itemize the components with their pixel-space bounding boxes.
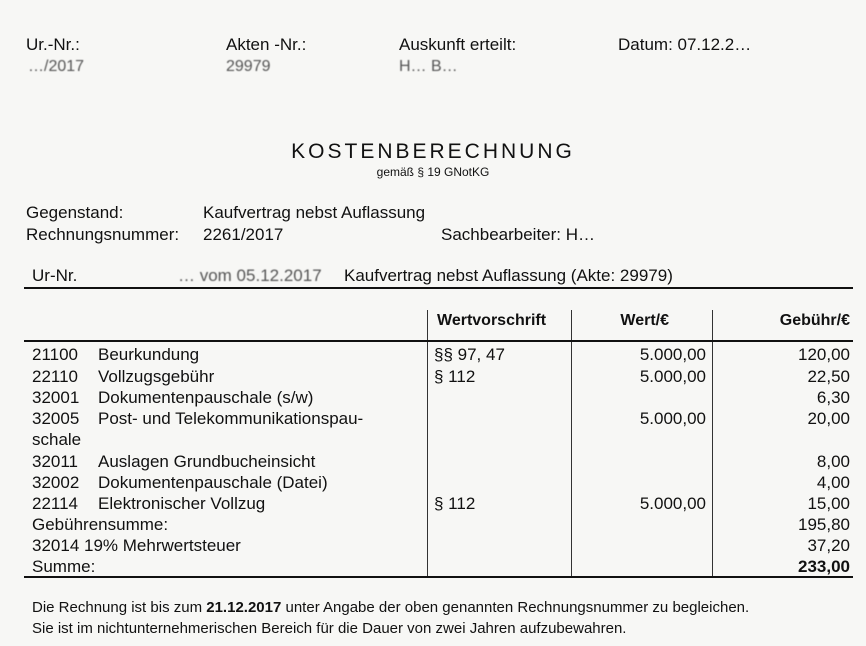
row-code: 22110 [32, 367, 79, 386]
payment-note-line-2: Sie ist im nichtunternehmerischen Bereich für die Dauer von zwei Jahren aufzubewahren. [32, 620, 627, 637]
row-rule: §§ 97, 47 [434, 345, 505, 364]
ur-nr-label: Ur.-Nr.: [26, 35, 80, 54]
ur-line-date: … vom 05.12.2017 [178, 266, 322, 285]
document-subtitle: gemäß § 19 GNotKG [376, 165, 490, 179]
row-value: 5.000,00 [639, 409, 706, 428]
row-code: 32005 [32, 409, 80, 428]
row-value: 5.000,00 [639, 367, 706, 386]
gegenstand-label: Gegenstand: [26, 203, 124, 222]
row-fee: 22,50 [807, 367, 850, 386]
column-divider-2 [571, 310, 572, 576]
mwst-label: 32014 19% Mehrwertsteuer [32, 536, 241, 555]
payment-note-pre: Die Rechnung ist bis zum [32, 599, 203, 616]
row-desc: Dokumentenpauschale (Datei) [98, 473, 328, 492]
ur-line-divider [24, 287, 853, 289]
row-fee: 8,00 [816, 452, 850, 471]
summe-label: Summe: [32, 557, 96, 576]
akten-nr-label: Akten -Nr.: [226, 35, 307, 54]
column-divider-1 [427, 310, 428, 576]
document-title: KOSTENBERECHNUNG [291, 140, 575, 163]
mwst-value: 37,20 [807, 536, 850, 555]
row-code: 32002 [32, 473, 80, 492]
rechnungsnummer-label: Rechnungsnummer: [26, 225, 180, 244]
row-code: 32001 [32, 388, 80, 407]
table-bottom-divider [24, 576, 853, 578]
header-wert: Wert/€ [620, 312, 669, 329]
row-code: 22114 [32, 494, 79, 513]
summe-value: 233,00 [798, 557, 850, 576]
ur-line-subject: Kaufvertrag nebst Auflassung (Akte: 29979) [344, 266, 673, 285]
row-fee: 120,00 [798, 345, 850, 364]
header-wertvorschrift: Wertvorschrift [437, 312, 547, 329]
ur-nr-value: …/2017 [28, 58, 85, 75]
sachbearbeiter-label: Sachbearbeiter: H… [441, 225, 596, 244]
row-fee: 4,00 [816, 473, 850, 492]
row-code: 32011 [32, 452, 79, 471]
auskunft-value: H… B… [399, 58, 458, 75]
payment-due-date: 21.12.2017 [206, 599, 282, 616]
table-header-divider [24, 340, 853, 342]
ur-line-label: Ur-Nr. [32, 266, 78, 285]
row-desc: Vollzugsgebühr [98, 367, 215, 386]
payment-note-line-1 [32, 599, 749, 616]
row-fee: 6,30 [816, 388, 850, 407]
row-desc: Beurkundung [98, 345, 200, 364]
gebuehrensumme-value: 195,80 [798, 515, 850, 534]
row-desc-continuation: schale [32, 430, 82, 449]
row-fee: 15,00 [807, 494, 850, 513]
header-gebuehr: Gebühr/€ [779, 312, 850, 329]
row-desc: Auslagen Grundbucheinsicht [98, 452, 316, 471]
row-value: 5.000,00 [639, 345, 706, 364]
row-fee: 20,00 [807, 409, 850, 428]
row-desc: Post- und Telekommunikationspau- [98, 409, 364, 428]
payment-note-post: unter Angabe der oben genannten Rechnungsnummer zu begleichen. [285, 599, 750, 616]
row-rule: § 112 [434, 494, 476, 513]
datum-label: Datum: 07.12.2… [618, 35, 752, 54]
row-code: 21100 [32, 345, 79, 364]
gegenstand-value: Kaufvertrag nebst Auflassung [203, 203, 426, 222]
auskunft-label: Auskunft erteilt: [399, 35, 517, 54]
row-desc: Dokumentenpauschale (s/w) [98, 388, 314, 407]
row-value: 5.000,00 [639, 494, 706, 513]
gebuehrensumme-label: Gebührensumme: [32, 515, 169, 534]
column-divider-3 [712, 310, 713, 576]
akten-nr-value: 29979 [226, 58, 271, 75]
row-rule: § 112 [434, 367, 476, 386]
row-desc: Elektronischer Vollzug [98, 494, 266, 513]
rechnungsnummer-value: 2261/2017 [203, 225, 284, 244]
